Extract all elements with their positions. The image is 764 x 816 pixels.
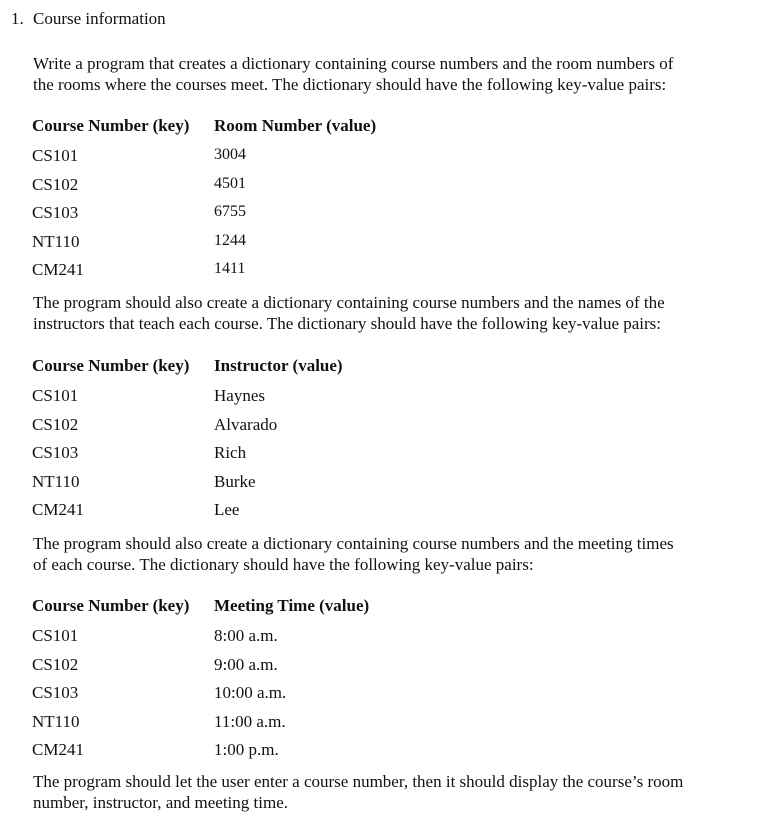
meeting-time-cell: 11:00 a.m. [214,711,286,731]
course-number-cell: CM241 [32,740,84,759]
instructor-cell: Lee [214,500,240,519]
course-number-cell: CS103 [32,203,79,222]
course-number-cell: CS103 [32,443,79,462]
course-number-cell: CS102 [32,414,79,434]
table-row [32,469,343,498]
times-intro-line: The program should also create a dictionary containing course numbers and the meeting times [33,534,674,553]
course-number-cell: CS102 [32,654,79,674]
instructors-intro-line: The program should also create a dictionary containing course numbers and the names of the [33,293,665,312]
room-number-cell: 6755 [214,203,246,220]
table-row [32,143,376,172]
intro-line: the rooms where the courses meet. The dictionary should have the following key-value pairs: [33,75,667,94]
column-header: Course Number (key) [32,596,190,615]
table-row [32,383,343,412]
room-number-cell: 4501 [214,174,246,192]
instructors-intro-paragraph [33,292,758,334]
closing-line: number, instructor, and meeting time. [33,793,288,812]
table-row [32,257,376,286]
closing-paragraph [33,771,758,813]
column-header: Meeting Time (value) [214,596,370,615]
closing-line: The program should let the user enter a course number, then it should display the course’s room [33,772,684,791]
meeting-time-cell: 9:00 a.m. [214,654,278,674]
table-row [32,497,343,526]
exercise-title: Course information [33,9,166,28]
rooms-table [32,116,376,286]
course-number-cell: CS101 [32,626,79,645]
instructor-cell: Rich [214,443,247,462]
course-number-cell: NT110 [32,711,80,731]
column-header: Course Number (key) [32,116,190,135]
column-header: Instructor (value) [214,356,343,375]
meeting-time-cell: 8:00 a.m. [214,626,278,645]
meeting-time-cell: 10:00 a.m. [214,683,287,702]
exercise-heading [11,8,166,30]
instructors-intro-line: instructors that teach each course. The dictionary should have the following key-value pairs: [33,314,662,333]
instructor-cell: Burke [214,471,256,491]
instructors-table [32,356,343,526]
instructor-cell: Alvarado [214,414,278,434]
course-number-cell: CM241 [32,500,84,519]
table-row [32,737,369,766]
table-header-row [32,596,369,623]
table-row [32,200,376,229]
table-row [32,412,343,441]
course-number-cell: CS102 [32,174,79,194]
table-row [32,652,369,681]
meeting-times-table [32,596,369,766]
times-intro-paragraph [33,533,758,575]
table-row [32,709,369,738]
course-number-cell: CM241 [32,260,84,279]
exercise-number: 1. [11,9,24,28]
instructor-cell: Haynes [214,386,265,405]
table-header-row [32,116,376,143]
meeting-time-cell: 1:00 p.m. [214,740,279,759]
course-number-cell: NT110 [32,231,80,251]
table-row [32,680,369,709]
table-row [32,440,343,469]
room-number-cell: 1411 [214,260,246,277]
table-row [32,229,376,258]
course-number-cell: CS103 [32,683,79,702]
room-number-cell: 1244 [214,231,246,249]
course-number-cell: CS101 [32,386,79,405]
course-number-cell: CS101 [32,146,79,165]
intro-paragraph [33,53,758,95]
course-number-cell: NT110 [32,471,80,491]
times-intro-line: of each course. The dictionary should have the following key-value pairs: [33,555,534,574]
column-header: Room Number (value) [214,116,377,135]
column-header: Course Number (key) [32,356,190,375]
table-row [32,623,369,652]
table-header-row [32,356,343,383]
room-number-cell: 3004 [214,146,246,163]
table-row [32,172,376,201]
intro-line: Write a program that creates a dictionary containing course numbers and the room numbers of [33,54,674,73]
